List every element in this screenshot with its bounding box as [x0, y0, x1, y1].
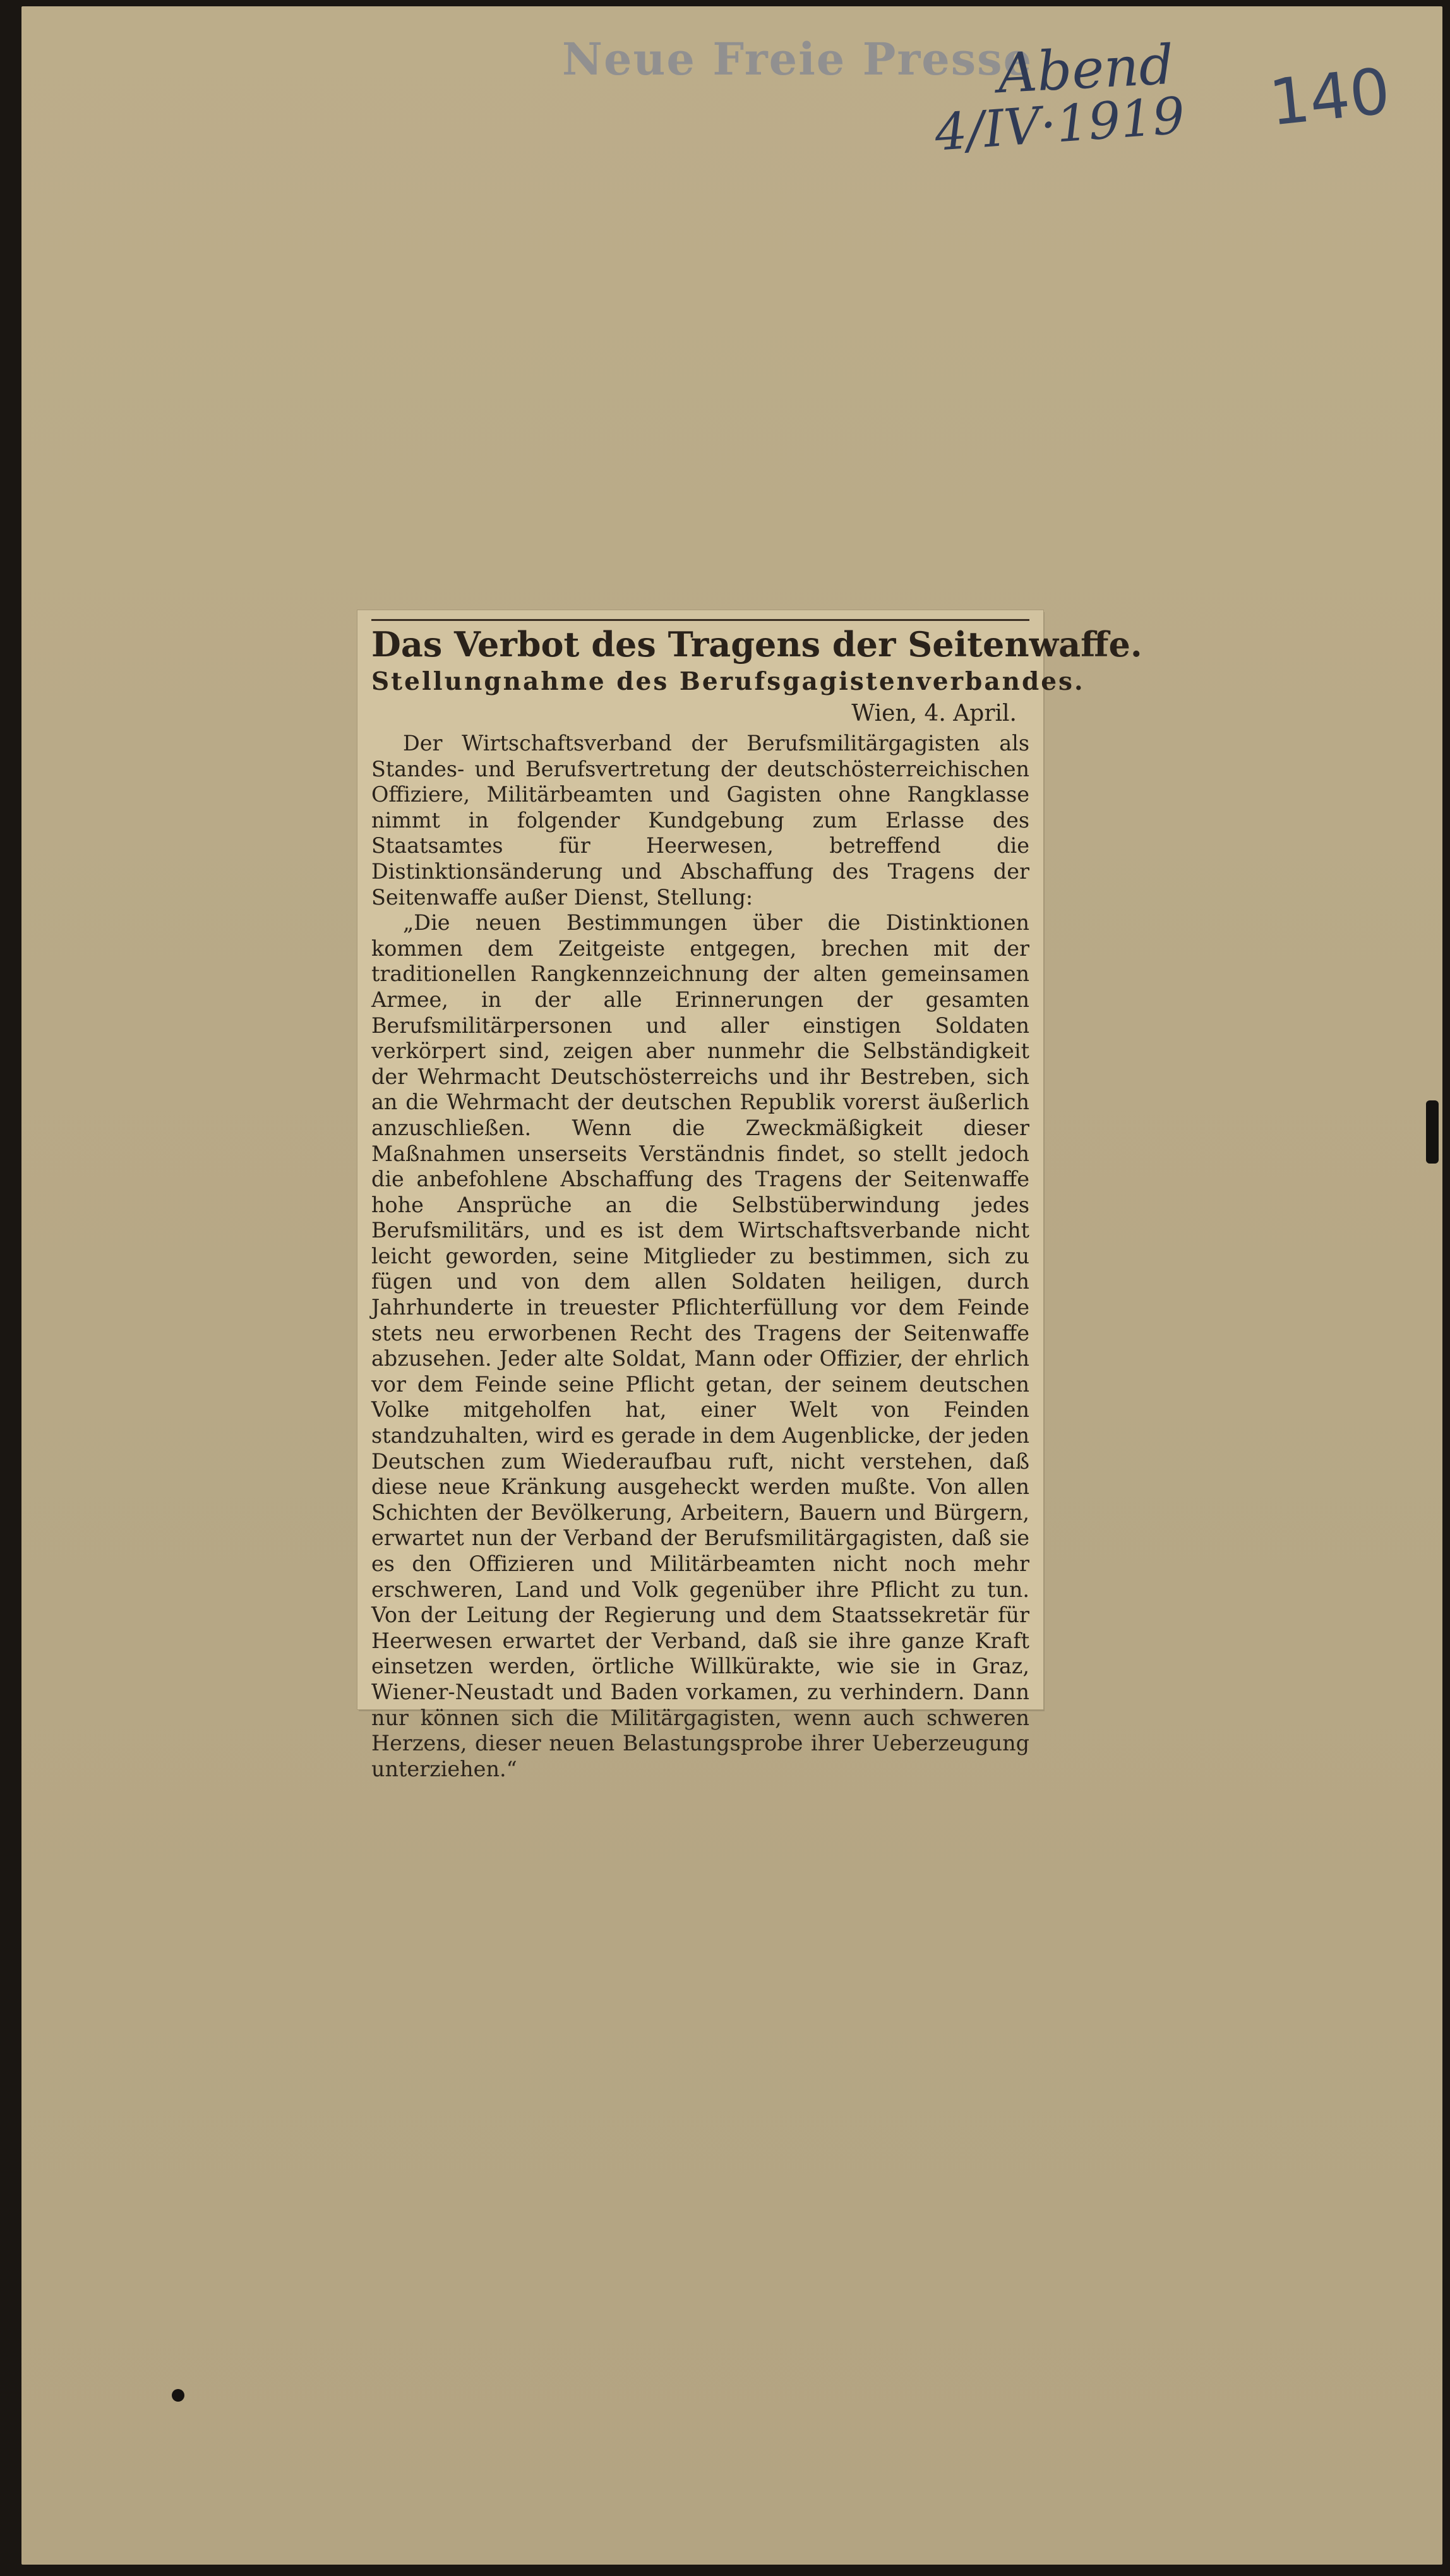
clipping-title: Das Verbot des Tragens der Seitenwaffe. [371, 619, 1029, 665]
newspaper-stamp: Neue Freie Presse [562, 33, 1033, 85]
binding-tab [1426, 1100, 1439, 1164]
clipping-subtitle: Stellungnahme des Berufsgagistenverbandes. [371, 667, 1085, 696]
clipping-paragraph: „Die neuen Bestimmungen über die Distinktionen kommen dem Zeitgeiste entgegen, brechen mit der traditionellen Rangkennzeichnung der alten gemeinsamen Armee, in der alle Erinnerungen der gesamten Berufsmilitärpersonen und aller einstigen Soldaten verkörpert sind, zeigen aber nunmehr die Selbständigkeit der Wehrmacht Deutschösterreichs und ihr Bestreben, sich an die Wehrmacht der deutschen Republik vorerst äußerlich anzuschließen. Wenn die Zweckmäßigkeit dieser Maßnahmen unserseits Verständnis findet, so stellt jedoch die anbefohlene Abschaffung des Tragens der Seitenwaffe hohe Ansprüche an die Selbstüberwindung jedes Berufsmilitärs, und es ist dem Wirtschaftsverbande nicht leicht geworden, seine Mitglieder zu bestimmen, sich zu fügen und von dem allen Soldaten heiligen, durch Jahrhunderte in treuester Pflichterfüllung vor dem Feinde stets neu erworbenen Recht des Tragens der Seitenwaffe abzusehen. Jeder alte Soldat, Mann oder Offizier, der ehrlich vor dem Feinde seine Pflicht getan, der seinem deutschen Volke mitgeholfen hat, einer Welt von Feinden standzuhalten, wird es gerade in dem Augenblicke, der jeden Deutschen zum Wiederaufbau ruft, nicht verstehen, daß diese neue Kränkung ausgeheckt werden mußte. Von allen Schichten der Bevölkerung, Arbeitern, Bauern und Bürgern, erwartet nun der Verband der Berufsmilitärgagisten, daß sie es den Offizieren und Militärbeamten nicht noch mehr erschweren, Land und Volk gegenüber ihre Pflicht zu tun. Von der Leitung der Regierung und dem Staatssekretär für Heerwesen erwartet der Verband, daß sie ihre ganze Kraft einsetzen werden, örtliche Willkürakte, wie sie in Graz, Wiener-Neustadt und Baden vorkamen, zu verhindern. Dann nur können sich die Militärgagisten, wenn auch schweren Herzens, dieser neuen Belastungsprobe ihrer Ueberzeugung unterziehen.“ [371, 910, 1029, 1781]
clipping-dateline: Wien, 4. April. [851, 701, 1017, 726]
folio-number: 140 [1266, 54, 1394, 140]
clipping-body [371, 731, 1029, 1782]
clipping-paragraph: Der Wirtschaftsverband der Berufsmilitärgagisten als Standes- und Berufsvertretung der deutschösterreichischen Offiziere, Militärbeamten und Gagisten ohne Rangklasse nimmt in folgender Kundgebung zum Erlasse des Staatsamtes für Heerwesen, betreffend die Distinktionsänderung und Abschaffung des Tragens der Seitenwaffe außer Dienst, Stellung: [371, 731, 1029, 910]
handwritten-edition-label: Abend [996, 33, 1175, 106]
pin-hole-mark [172, 2389, 184, 2402]
newspaper-clipping [357, 610, 1142, 1781]
handwritten-date: 4/IV·1919 [933, 86, 1187, 162]
